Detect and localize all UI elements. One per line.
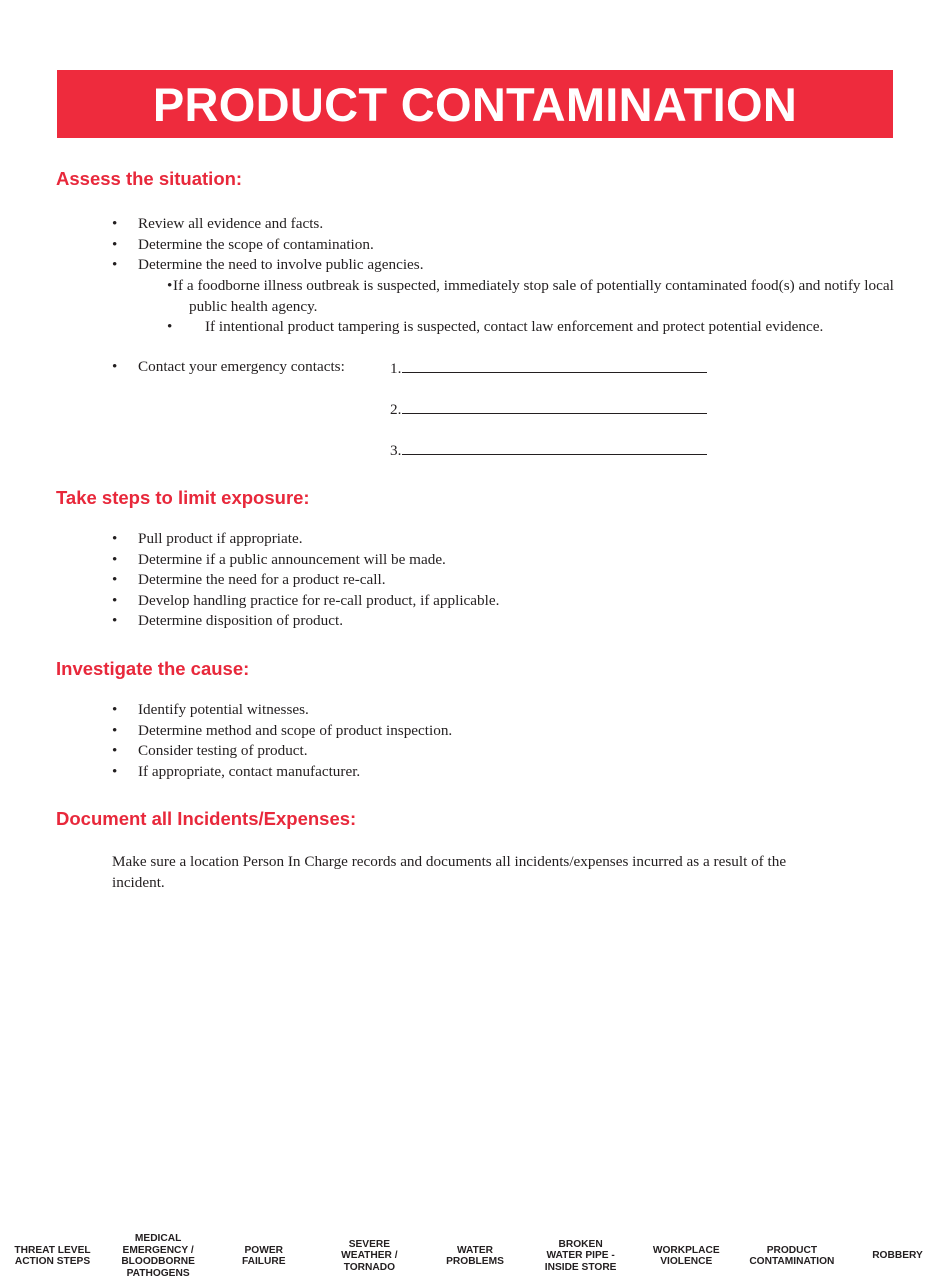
section-heading-investigate: Investigate the cause: — [56, 658, 250, 679]
assess-list — [112, 214, 424, 276]
contact-field-1[interactable] — [390, 358, 707, 379]
nav-item-severe-weather[interactable]: SEVERE WEATHER / TORNADO — [341, 1238, 398, 1273]
section-heading-limit: Take steps to limit exposure: — [56, 487, 310, 508]
sublist-container — [112, 276, 912, 338]
nav-item-power-failure[interactable]: POWER FAILURE — [241, 1244, 286, 1267]
contact-label: Contact your emergency contacts: — [138, 358, 345, 375]
investigate-list — [112, 700, 452, 782]
nav-item-robbery[interactable]: ROBBERY — [872, 1250, 923, 1262]
list-item: • Pull product if appropriate. — [112, 529, 499, 550]
list-item: • Determine the scope of contamination. — [112, 235, 424, 256]
list-item: • Consider testing of product. — [112, 741, 452, 762]
page-title: PRODUCT CONTAMINATION — [57, 70, 893, 138]
list-item: • Determine if a public announcement will be made. — [112, 550, 499, 571]
sub-list-item-text: If a foodborne illness outbreak is suspected, immediately stop sale of potentially contaminated food(s) and notify local public health agency. — [173, 277, 894, 315]
list-item-text: Determine the need to involve public agencies. — [138, 256, 424, 274]
sub-list-item — [112, 317, 912, 338]
limit-list — [112, 529, 499, 632]
list-item: • Develop handling practice for re-call product, if applicable. — [112, 591, 499, 612]
section-heading-assess: Assess the situation: — [56, 168, 243, 189]
contact-field-2[interactable] — [390, 399, 707, 420]
bullet: • — [112, 358, 118, 375]
sub-list-item — [112, 276, 912, 317]
list-item: • If appropriate, contact manufacturer. — [112, 762, 452, 783]
contact-number: 2. — [390, 401, 402, 418]
blank-line[interactable] — [402, 399, 707, 414]
nav-item-water-problems[interactable]: WATER PROBLEMS — [446, 1244, 504, 1267]
section-nav — [0, 1228, 950, 1284]
contact-number: 3. — [390, 442, 402, 459]
contact-number: 1. — [390, 360, 402, 377]
nav-item-broken-water-pipe[interactable]: BROKEN WATER PIPE - INSIDE STORE — [544, 1238, 617, 1273]
list-item: • Determine method and scope of product inspection. — [112, 721, 452, 742]
nav-item-workplace-violence[interactable]: WORKPLACE VIOLENCE — [652, 1244, 720, 1267]
nav-item-product-contamination[interactable]: PRODUCT CONTAMINATION — [749, 1244, 835, 1267]
bullet: • — [167, 318, 173, 336]
blank-line[interactable] — [402, 358, 707, 373]
assess-sublist — [112, 276, 912, 338]
contact-field-3[interactable] — [390, 440, 707, 461]
sub-list-item-text: If intentional product tampering is suspected, contact law enforcement and protect potential evidence. — [205, 318, 824, 336]
section-heading-document: Document all Incidents/Expenses: — [56, 808, 357, 829]
list-item: • Determine the need for a product re-call. — [112, 570, 499, 591]
list-item: • Determine disposition of product. — [112, 611, 499, 632]
nav-item-medical-emergency[interactable]: MEDICAL EMERGENCY / BLOODBORNE PATHOGENS — [121, 1233, 195, 1279]
blank-line[interactable] — [402, 440, 707, 455]
bullet: • — [167, 277, 173, 294]
list-item — [112, 255, 424, 276]
list-item: • Identify potential witnesses. — [112, 700, 452, 721]
list-item: • Review all evidence and facts. — [112, 214, 424, 235]
document-paragraph: Make sure a location Person In Charge records and documents all incidents/expenses incurred as a result of the incident. — [112, 853, 787, 891]
nav-item-threat-level[interactable]: THREAT LEVEL ACTION STEPS — [14, 1244, 91, 1267]
